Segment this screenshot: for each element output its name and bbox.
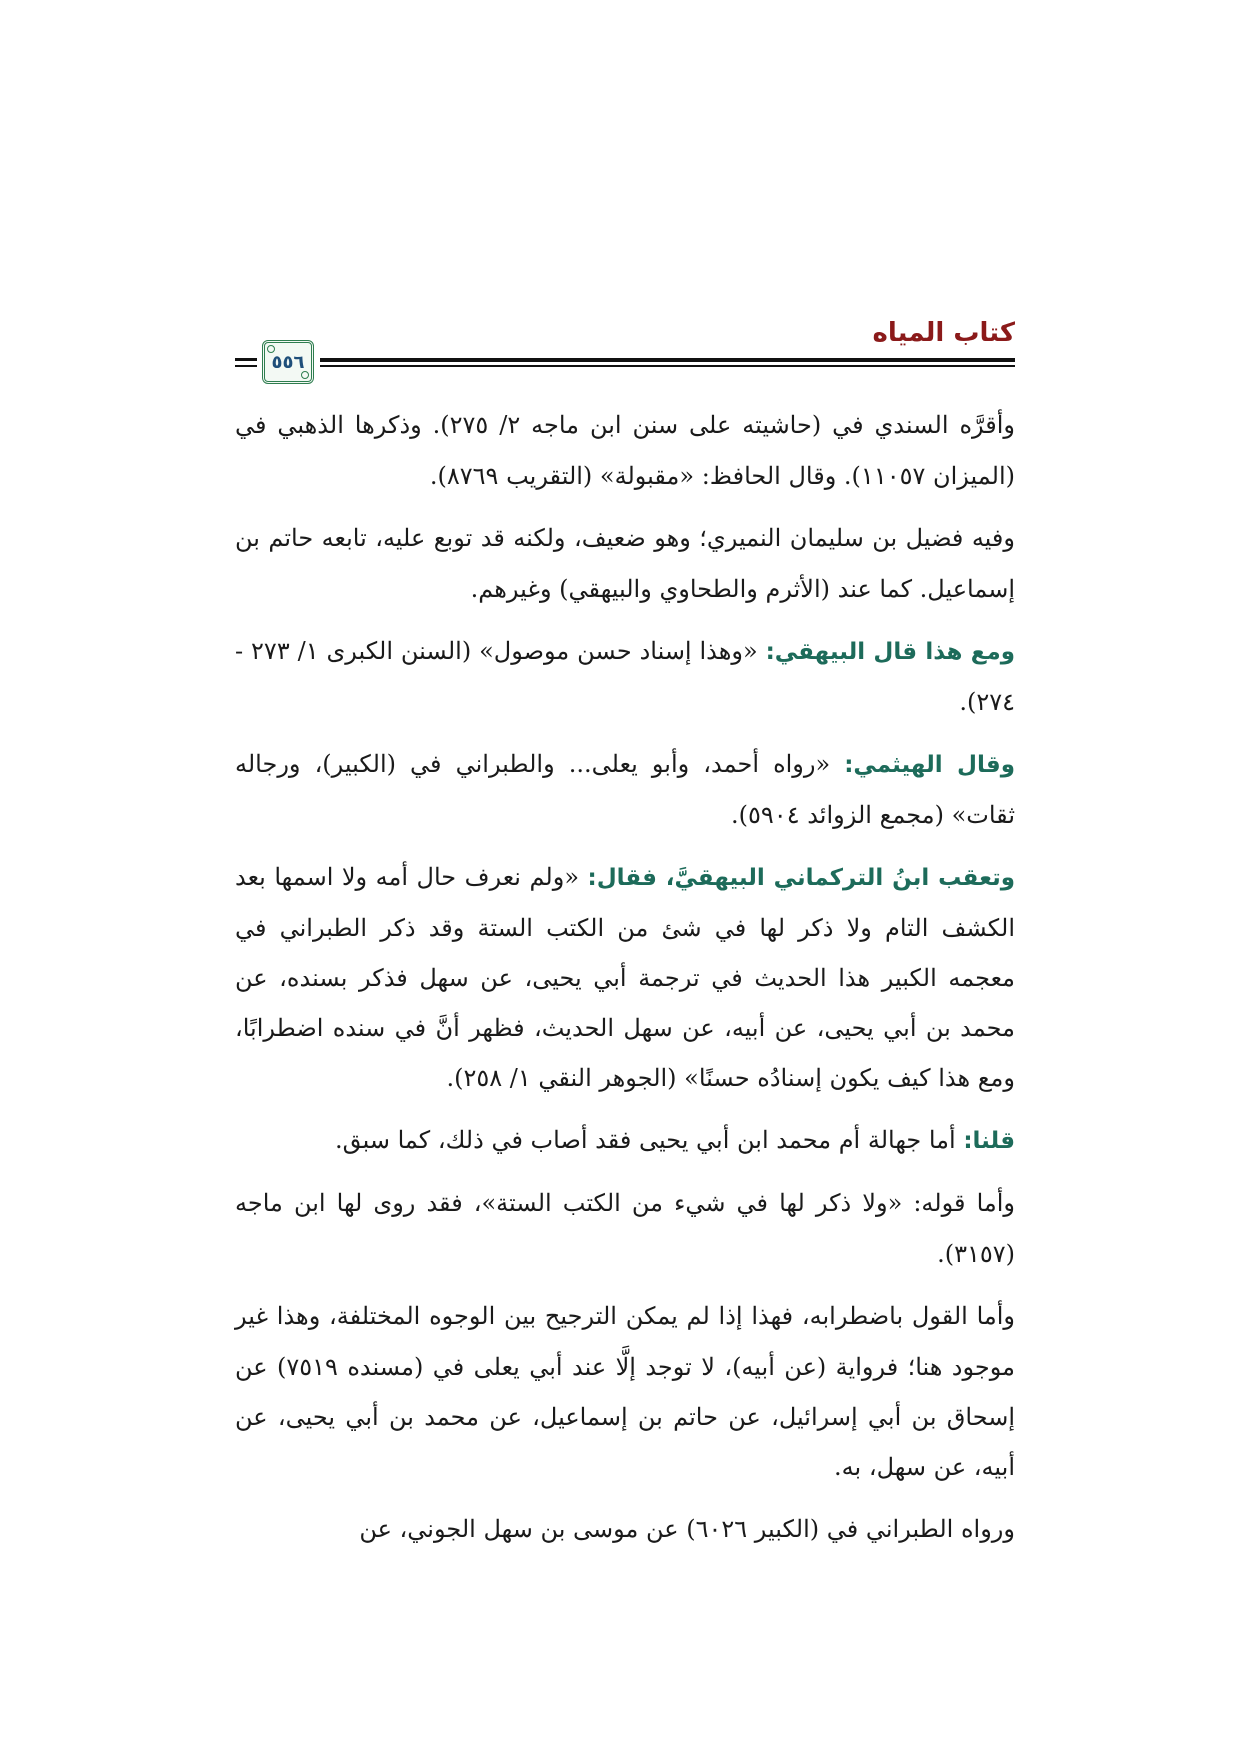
page-number: ٥٥٦ [271, 351, 305, 373]
paragraph [235, 1115, 1015, 1166]
page [235, 300, 1015, 1567]
chapter-title: كتاب المياه [872, 318, 1015, 348]
paragraph [235, 1504, 1015, 1555]
header-rule-short-thick [235, 358, 257, 361]
header-rule-short-thin [235, 365, 257, 367]
paragraph-lead: قلنا: [963, 1128, 1015, 1154]
paragraph-text: وأقرَّه السندي في (حاشيته على سنن ابن ماجه ٢/ ٢٧٥). وذكرها الذهبي في (الميزان ١١٠٥٧). وقال الحافظ: «مقبولة» (التقريب ٨٧٦٩). [235, 411, 1016, 490]
paragraph-text: وفيه فضيل بن سليمان النميري؛ وهو ضعيف، ولكنه قد توبع عليه، تابعه حاتم بن إسماعيل. كما عند (الأثرم والطحاوي والبيهقي) وغيرهم. [235, 524, 1015, 603]
header-rule-thick [320, 358, 1015, 362]
paragraph-lead: وتعقب ابنُ التركماني البيهقيَّ، فقال: [587, 865, 1015, 891]
paragraph [235, 1291, 1015, 1492]
paragraph [235, 739, 1015, 840]
paragraph [235, 513, 1015, 614]
paragraph-text: وأما قوله: «ولا ذكر لها في شيء من الكتب الستة»، فقد روى لها ابن ماجه (٣١٥٧). [235, 1189, 1015, 1268]
paragraph-text: «وهذا إسناد حسن موصول» (السنن الكبرى ١/ ٢٧٣ - ٢٧٤). [235, 637, 1015, 716]
paragraph-text: «ولم نعرف حال أمه ولا اسمها بعد الكشف التام ولا ذكر لها في شئ من الكتب الستة وقد ذكر الطبراني في معجمه الكبير هذا الحديث في ترجمة أبي يحيى، عن سهل فذكر بسنده، عن محمد بن أبي يحيى، عن أبيه، عن سهل الحديث، فظهر أنَّ في سنده اضطرابًا، ومع هذا كيف يكون إسنادُه حسنًا» (الجوهر النقي ١/ ٢٥٨). [235, 863, 1015, 1092]
paragraph-lead: وقال الهيثمي: [844, 752, 1015, 778]
paragraph [235, 626, 1015, 727]
page-number-badge [262, 340, 314, 384]
header-rule-thin [320, 365, 1015, 367]
paragraph-lead: ومع هذا قال البيهقي: [765, 639, 1015, 665]
header-rule [235, 358, 1015, 368]
paragraph-text: «رواه أحمد، وأبو يعلى... والطبراني في (الكبير)، ورجاله ثقات» (مجمع الزوائد ٥٩٠٤). [235, 750, 1015, 829]
paragraph [235, 400, 1015, 501]
page-header [235, 300, 1015, 390]
paragraph [235, 1178, 1015, 1279]
body-text [235, 400, 1015, 1555]
paragraph [235, 852, 1015, 1103]
paragraph-text: ورواه الطبراني في (الكبير ٦٠٢٦) عن موسى بن سهل الجوني، عن [359, 1515, 1015, 1543]
paragraph-text: وأما القول باضطرابه، فهذا إذا لم يمكن الترجيح بين الوجوه المختلفة، وهذا غير موجود هنا؛ فرواية (عن أبيه)، لا توجد إلَّا عند أبي يعلى في (مسنده ٧٥١٩) عن إسحاق بن أبي إسرائيل، عن حاتم بن إسماعيل، عن محمد بن أبي يحيى، عن أبيه، عن سهل، به. [235, 1302, 1015, 1481]
paragraph-text: أما جهالة أم محمد ابن أبي يحيى فقد أصاب في ذلك، كما سبق. [334, 1126, 964, 1154]
